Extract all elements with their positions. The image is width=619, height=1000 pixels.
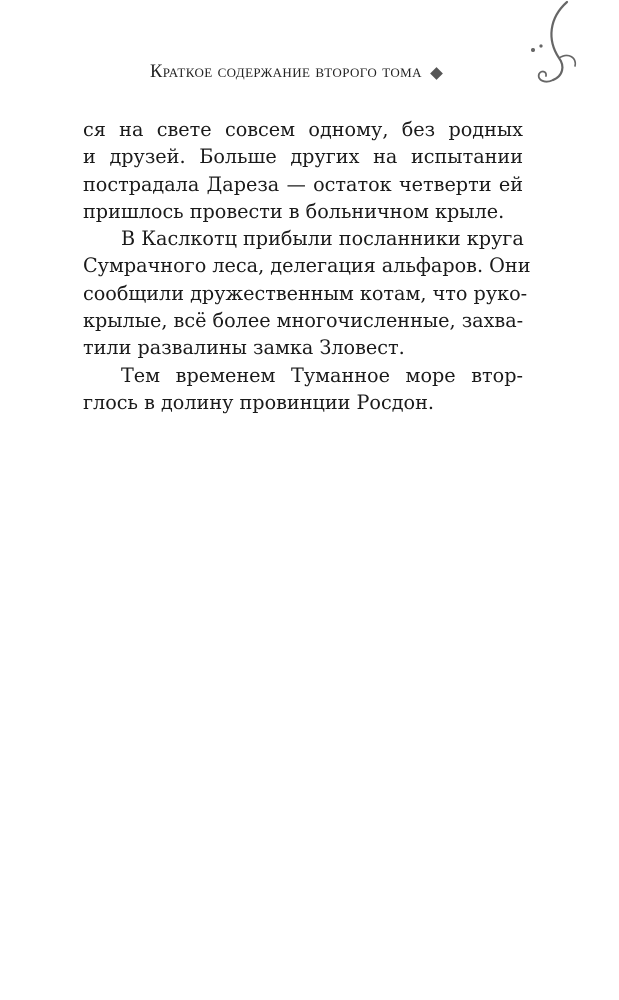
text-line: ся на свете совсем одному, без родных bbox=[83, 118, 523, 141]
text-line: тили развалины замка Зловест. bbox=[83, 336, 405, 360]
text-line: В Каслкотц прибыли посланники круга bbox=[121, 227, 524, 251]
diamond-icon bbox=[430, 67, 443, 80]
body-text bbox=[83, 116, 531, 416]
text-line: глось в долину провинции Росдон. bbox=[83, 390, 434, 414]
paragraph bbox=[83, 225, 531, 361]
text-line: пострадала Дареза — остаток четверти ей bbox=[83, 172, 523, 196]
running-header bbox=[150, 62, 520, 83]
text-line: Сумрачного леса, делегация альфаров. Они bbox=[83, 254, 531, 278]
text-line: Тем временем Туманное море втор- bbox=[121, 363, 523, 387]
paragraph bbox=[83, 362, 523, 417]
text-line: и друзей. Больше других на испытании bbox=[83, 145, 523, 169]
text-line: сообщили дружественным котам, что руко- bbox=[83, 281, 528, 305]
flourish-icon bbox=[519, 0, 579, 100]
text-line: пришлось провести в больничном крыле. bbox=[83, 199, 505, 223]
text-line: крылые, всё более многочисленные, захва- bbox=[83, 309, 524, 333]
paragraph bbox=[83, 116, 523, 225]
running-header-title: Краткое содержание второго тома bbox=[150, 62, 422, 82]
